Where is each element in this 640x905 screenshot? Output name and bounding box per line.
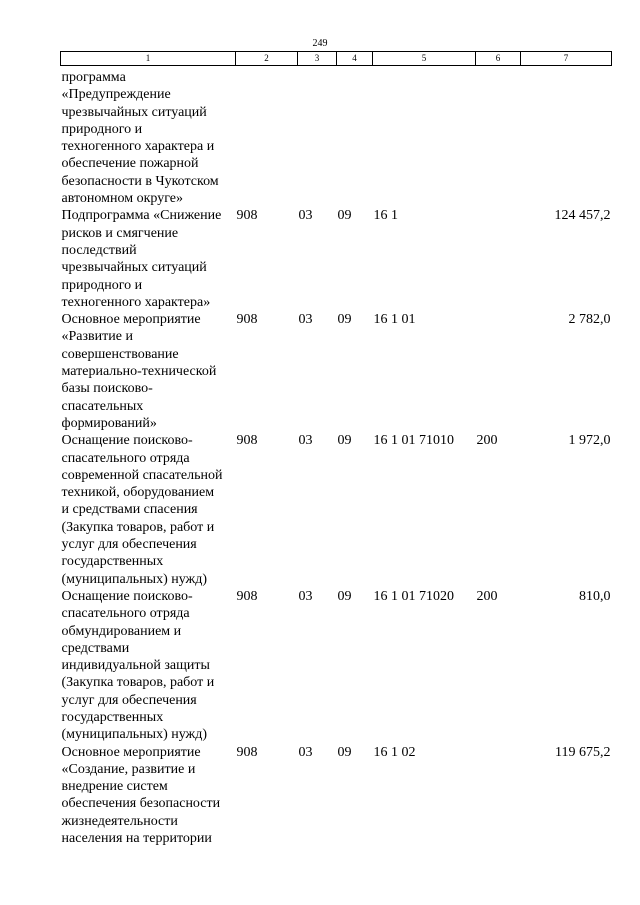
row-subsection: 09 (337, 744, 352, 760)
row-amount: 1 972,0 (568, 433, 611, 449)
row-target: 16 1 01 (373, 312, 416, 328)
row-section: 03 (298, 208, 313, 224)
row-code: 908 (236, 208, 258, 224)
page-number: 249 (312, 38, 328, 49)
row-section: 03 (298, 588, 313, 604)
row-name: Оснащение поисково- спасательного отряда обмундированием и средствами индивидуальной защиты (Закупка товаров, работ и услуг для обеспечения государственных (муниципальных) нужд) (61, 588, 215, 743)
row-expense-type (476, 311, 521, 432)
row-name: Оснащение поисково- спасательного отряда современной спасательной техникой, оборудованием и средствами спасения (Закупка товаров, работ и услуг для обеспечения государственных (муниципальных) нужд) (61, 433, 223, 587)
row-section: 03 (298, 433, 313, 449)
row-expense-type: 200 (476, 588, 498, 604)
row-amount: 124 457,2 (554, 208, 611, 224)
row-amount: 119 675,2 (555, 744, 611, 760)
row-amount (521, 66, 612, 208)
row-subsection: 09 (337, 208, 352, 224)
row-subsection (337, 66, 373, 208)
table-row (61, 588, 612, 744)
row-amount: 2 782,0 (568, 312, 611, 328)
row-code: 908 (236, 312, 258, 328)
row-name: Подпрограмма «Снижение рисков и смягчение последствий чрезвычайных ситуаций природного и техногенного характера» (61, 208, 222, 310)
row-section: 03 (298, 744, 313, 760)
row-expense-type (476, 207, 521, 311)
row-name: программа «Предупреждение чрезвычайных ситуаций природного и техногенного характера и обеспечение пожарной безопасности в Чукотском автономном округе» (61, 70, 219, 207)
row-expense-type: 200 (476, 433, 498, 449)
row-code (236, 66, 298, 208)
table-row (61, 744, 612, 848)
row-target (373, 66, 476, 208)
header-cell-3: 3 (298, 52, 337, 66)
row-subsection: 09 (337, 433, 352, 449)
row-subsection: 09 (337, 312, 352, 328)
row-code: 908 (236, 433, 258, 449)
budget-table (60, 51, 612, 847)
header-cell-1: 1 (61, 52, 236, 66)
row-target: 16 1 (373, 208, 398, 224)
header-cell-2: 2 (236, 52, 298, 66)
row-expense-type (476, 66, 521, 208)
row-target: 16 1 01 71010 (373, 433, 454, 449)
header-cell-7: 7 (521, 52, 612, 66)
row-code: 908 (236, 588, 258, 604)
row-target: 16 1 02 (373, 744, 416, 760)
row-target: 16 1 01 71020 (373, 588, 454, 604)
header-cell-4: 4 (337, 52, 373, 66)
table-row (61, 207, 612, 311)
header-row (61, 52, 612, 66)
row-code: 908 (236, 744, 258, 760)
row-subsection: 09 (337, 588, 352, 604)
row-name: Основное мероприятие «Создание, развитие и внедрение систем обеспечения безопасности жизнедеятельности населения на территории (61, 744, 221, 847)
row-section (298, 66, 337, 208)
table-row (61, 311, 612, 432)
header-cell-5: 5 (373, 52, 476, 66)
table-row (61, 66, 612, 208)
row-amount: 810,0 (579, 588, 611, 604)
row-name: Основное мероприятие «Развитие и совершенствование материально-технической базы поисково- спасательных формирований» (61, 312, 217, 431)
row-expense-type (476, 744, 521, 848)
table-row (61, 432, 612, 588)
row-section: 03 (298, 312, 313, 328)
header-cell-6: 6 (476, 52, 521, 66)
